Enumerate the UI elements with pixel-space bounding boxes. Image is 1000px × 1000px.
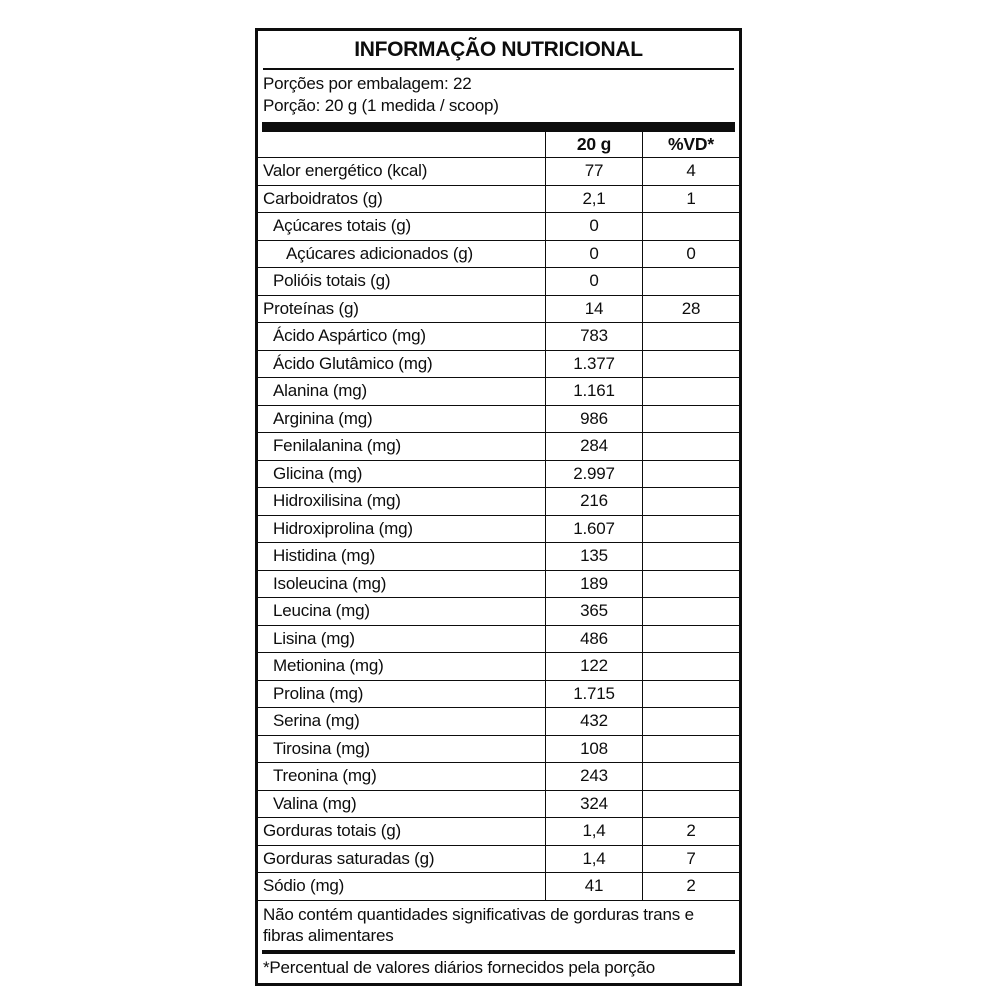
row-amount: 986 <box>545 406 642 433</box>
daily-values-footnote: *Percentual de valores diários fornecidos pela porção <box>263 957 655 977</box>
note-line: Não contém quantidades significativas de gorduras trans e <box>263 904 694 924</box>
header-separator-bar <box>262 122 735 132</box>
row-dv <box>642 323 739 350</box>
insignificant-amounts-note <box>258 900 739 950</box>
table-row <box>258 515 739 543</box>
row-label: Açúcares totais (g) <box>273 216 411 236</box>
row-label: Histidina (mg) <box>273 546 376 566</box>
servings-per-package: Porções por embalagem: 22 <box>263 74 472 93</box>
row-amount: 284 <box>545 433 642 460</box>
table-row <box>258 157 739 185</box>
row-label: Gorduras saturadas (g) <box>263 848 435 868</box>
row-dv <box>642 791 739 818</box>
serving-size: Porção: 20 g (1 medida / scoop) <box>263 96 499 115</box>
row-dv <box>642 433 739 460</box>
row-dv <box>642 268 739 295</box>
table-row <box>258 322 739 350</box>
row-dv <box>642 543 739 570</box>
row-amount: 1,4 <box>545 818 642 845</box>
row-amount: 14 <box>545 296 642 323</box>
row-dv <box>642 488 739 515</box>
row-label: Hidroxiprolina (mg) <box>273 518 413 538</box>
table-row <box>258 597 739 625</box>
row-dv <box>642 461 739 488</box>
row-dv <box>642 213 739 240</box>
row-amount: 432 <box>545 708 642 735</box>
row-amount: 365 <box>545 598 642 625</box>
table-row <box>258 790 739 818</box>
table-row <box>258 432 739 460</box>
row-dv: 1 <box>642 186 739 213</box>
row-amount: 216 <box>545 488 642 515</box>
table-row <box>258 460 739 488</box>
row-label: Leucina (mg) <box>273 601 370 621</box>
row-label: Alanina (mg) <box>273 381 367 401</box>
row-amount: 135 <box>545 543 642 570</box>
row-amount: 0 <box>545 268 642 295</box>
row-label: Tirosina (mg) <box>273 738 370 758</box>
row-amount: 0 <box>545 241 642 268</box>
row-label: Glicina (mg) <box>273 463 363 483</box>
row-label: Treonina (mg) <box>273 766 377 786</box>
row-label: Ácido Aspártico (mg) <box>273 326 426 346</box>
row-amount: 108 <box>545 736 642 763</box>
table-row <box>258 350 739 378</box>
row-dv: 7 <box>642 846 739 873</box>
row-dv: 4 <box>642 158 739 185</box>
table-row <box>258 735 739 763</box>
table-row <box>258 377 739 405</box>
row-dv <box>642 351 739 378</box>
table-row <box>258 762 739 790</box>
row-label: Ácido Glutâmico (mg) <box>273 353 433 373</box>
row-dv: 28 <box>642 296 739 323</box>
header-amount-cell: 20 g <box>545 132 642 157</box>
row-amount: 1.607 <box>545 516 642 543</box>
row-label: Açúcares adicionados (g) <box>286 243 474 263</box>
row-label: Carboidratos (g) <box>263 188 383 208</box>
row-amount: 2,1 <box>545 186 642 213</box>
row-amount: 1.161 <box>545 378 642 405</box>
table-row <box>258 707 739 735</box>
row-dv: 2 <box>642 873 739 900</box>
row-label: Valor energético (kcal) <box>263 161 428 181</box>
row-dv <box>642 516 739 543</box>
table-row <box>258 680 739 708</box>
row-amount: 41 <box>545 873 642 900</box>
row-label: Arginina (mg) <box>273 408 373 428</box>
row-amount: 1,4 <box>545 846 642 873</box>
row-amount: 324 <box>545 791 642 818</box>
table-row <box>258 185 739 213</box>
row-dv <box>642 681 739 708</box>
row-label: Prolina (mg) <box>273 683 364 703</box>
table-row <box>258 212 739 240</box>
table-row <box>258 625 739 653</box>
row-amount: 1.377 <box>545 351 642 378</box>
row-dv <box>642 708 739 735</box>
table-row <box>258 295 739 323</box>
row-dv: 0 <box>642 241 739 268</box>
row-amount: 189 <box>545 571 642 598</box>
row-dv <box>642 406 739 433</box>
row-amount: 2.997 <box>545 461 642 488</box>
row-dv <box>642 571 739 598</box>
row-amount: 783 <box>545 323 642 350</box>
row-label: Lisina (mg) <box>273 628 355 648</box>
row-label: Hidroxilisina (mg) <box>273 491 401 511</box>
row-label: Sódio (mg) <box>263 876 345 896</box>
row-dv <box>642 763 739 790</box>
table-row <box>258 652 739 680</box>
row-dv <box>642 378 739 405</box>
row-label: Serina (mg) <box>273 711 360 731</box>
row-amount: 1.715 <box>545 681 642 708</box>
nutrition-rows <box>258 157 739 900</box>
row-label: Gorduras totais (g) <box>263 821 401 841</box>
row-label: Fenilalanina (mg) <box>273 436 401 456</box>
row-dv <box>642 626 739 653</box>
row-label: Isoleucina (mg) <box>273 573 387 593</box>
table-row <box>258 487 739 515</box>
table-row <box>258 570 739 598</box>
table-row <box>258 845 739 873</box>
table-row <box>258 817 739 845</box>
header-label-cell <box>258 132 545 157</box>
table-row <box>258 267 739 295</box>
row-amount: 243 <box>545 763 642 790</box>
row-dv: 2 <box>642 818 739 845</box>
row-amount: 486 <box>545 626 642 653</box>
row-amount: 77 <box>545 158 642 185</box>
header-dv-cell: %VD* <box>642 132 739 157</box>
table-row <box>258 240 739 268</box>
note-line: fibras alimentares <box>263 925 394 945</box>
nutrition-title: INFORMAÇÃO NUTRICIONAL <box>263 31 734 70</box>
row-amount: 122 <box>545 653 642 680</box>
row-label: Polióis totais (g) <box>273 271 391 291</box>
table-row <box>258 405 739 433</box>
nutrition-label <box>255 28 742 986</box>
row-label: Valina (mg) <box>273 793 357 813</box>
row-label: Proteínas (g) <box>263 298 359 318</box>
row-amount: 0 <box>545 213 642 240</box>
row-dv <box>642 736 739 763</box>
table-header-row <box>258 132 739 157</box>
serving-info <box>258 70 739 122</box>
row-dv <box>642 598 739 625</box>
table-row <box>258 542 739 570</box>
table-row <box>258 872 739 900</box>
row-dv <box>642 653 739 680</box>
row-label: Metionina (mg) <box>273 656 384 676</box>
